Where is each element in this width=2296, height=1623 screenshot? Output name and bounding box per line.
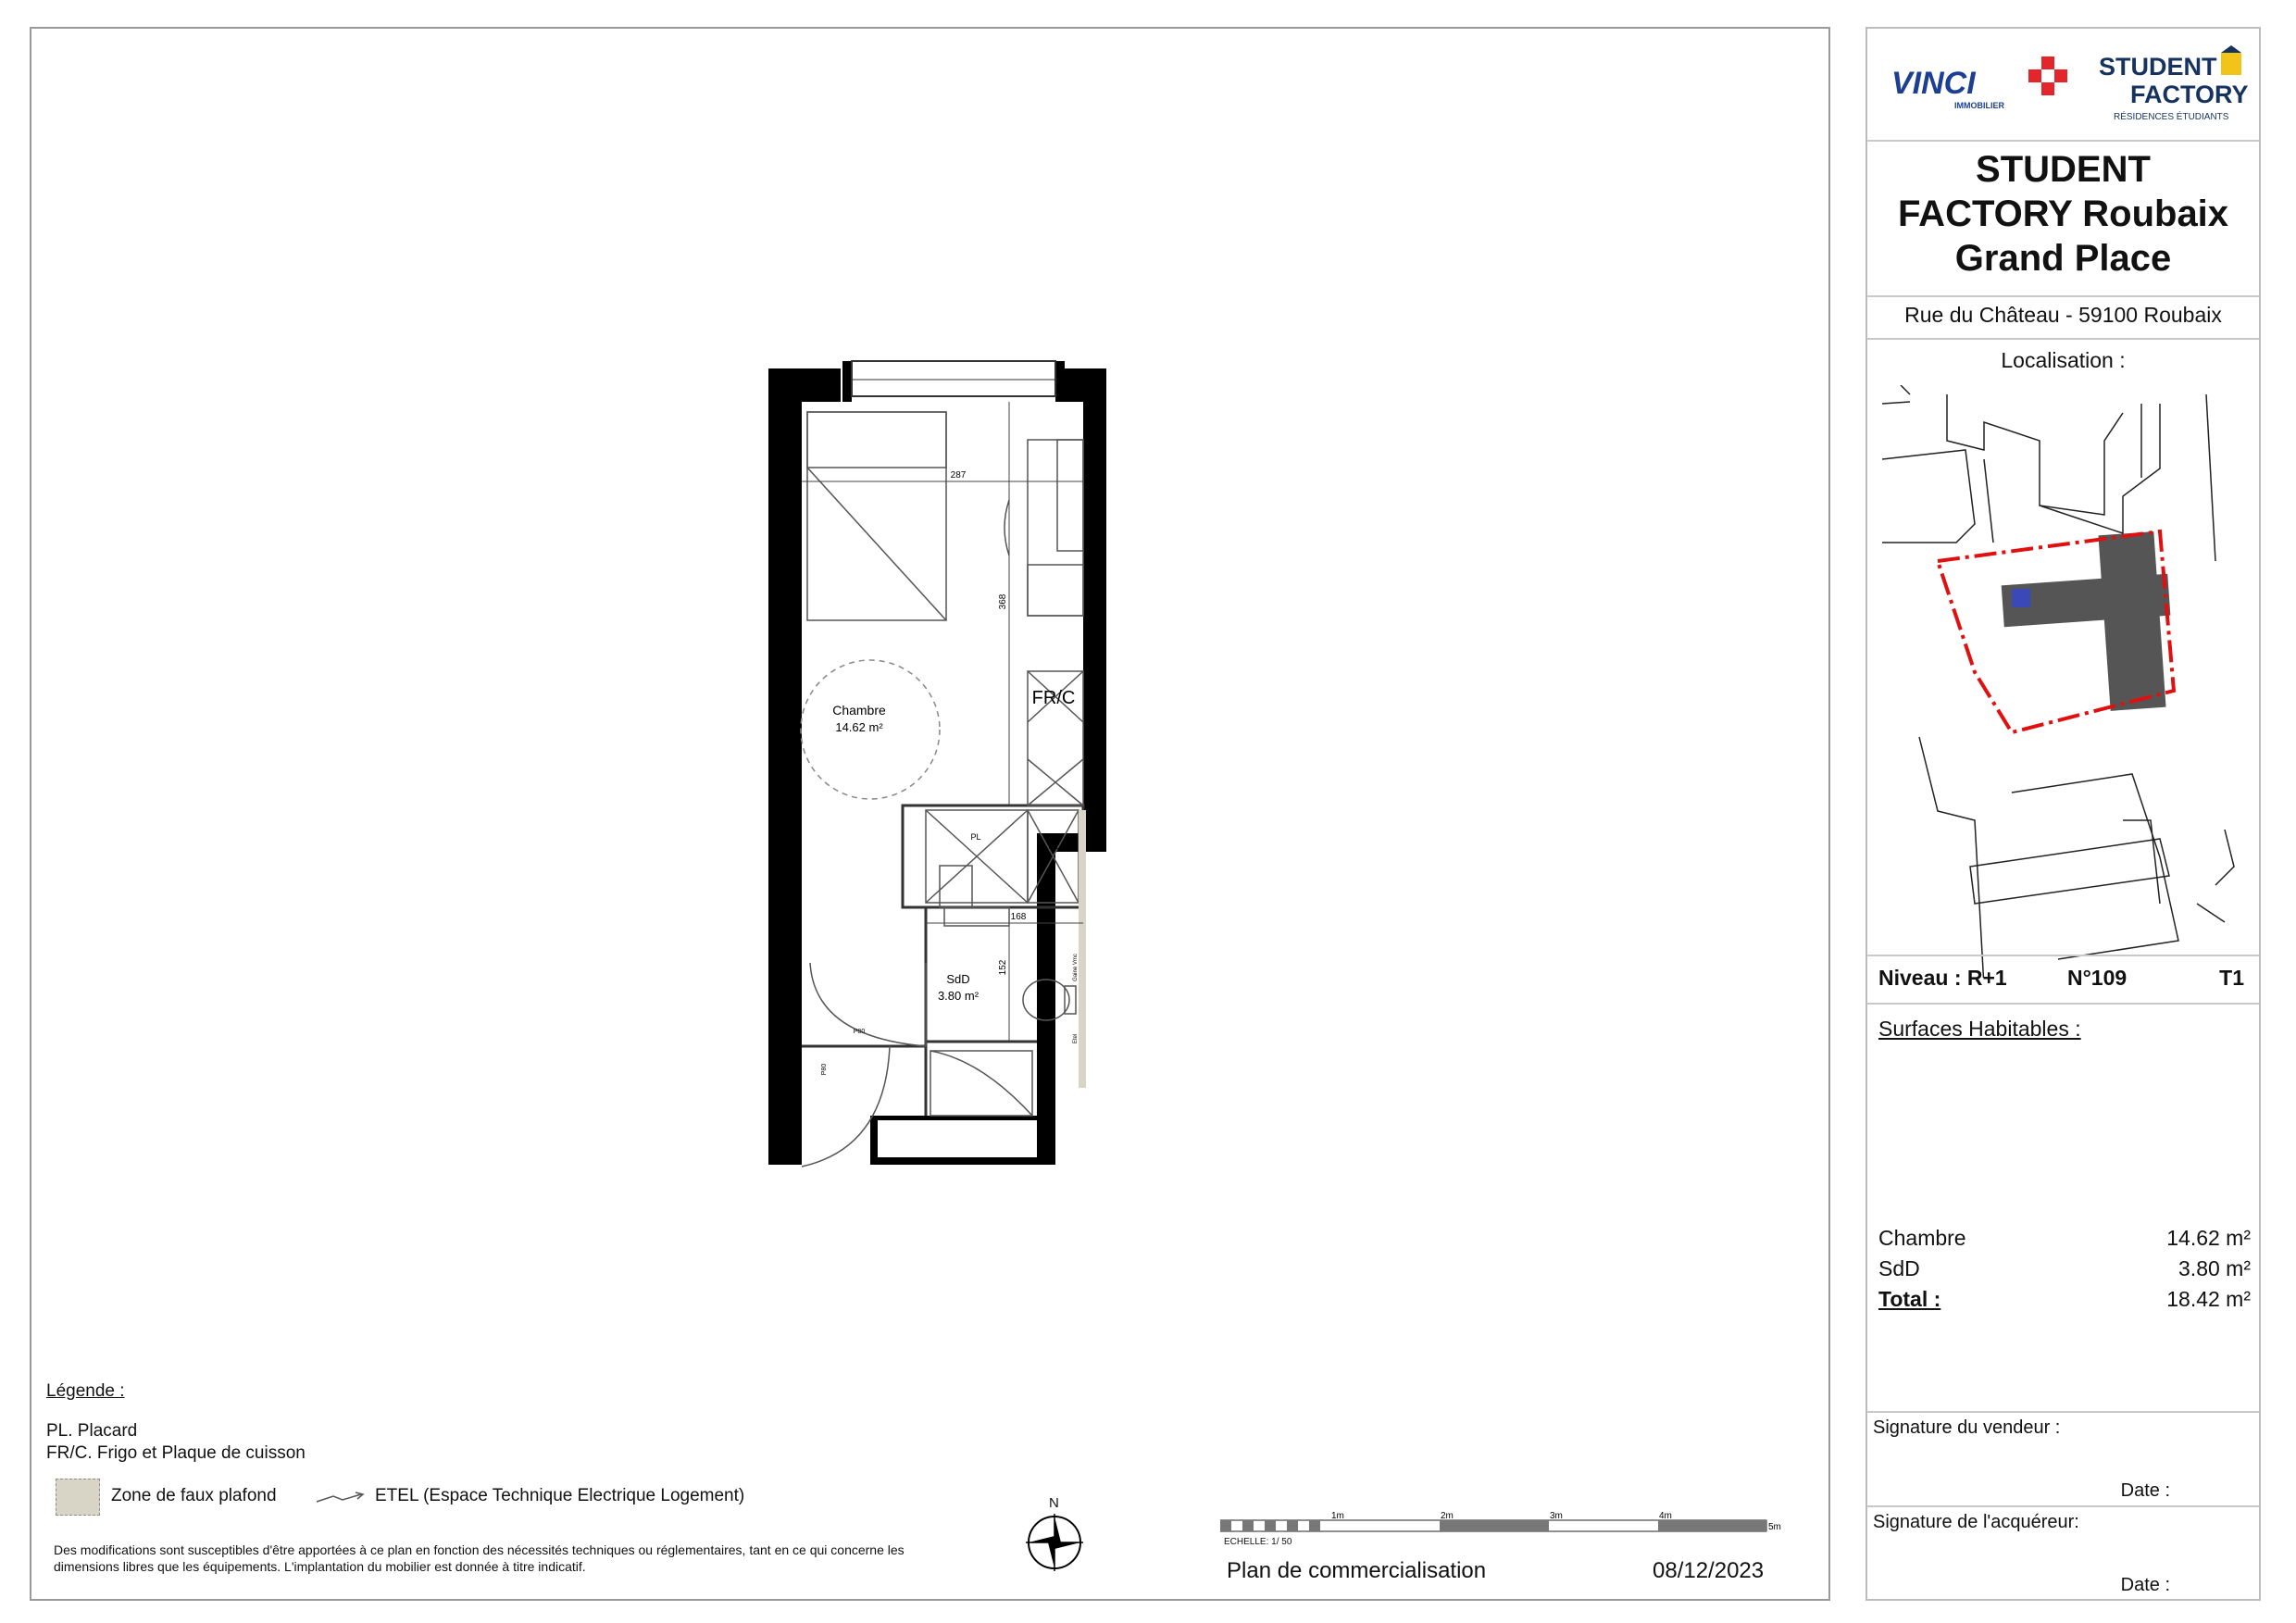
svg-text:FACTORY: FACTORY xyxy=(2130,81,2249,108)
svg-text:RÉSIDENCES ÉTUDIANTS: RÉSIDENCES ÉTUDIANTS xyxy=(2114,112,2229,122)
separator xyxy=(1867,1411,2259,1413)
plan-date: 08/12/2023 xyxy=(1653,1558,1765,1583)
separator xyxy=(1867,140,2259,142)
room-area-chambre: 14.62 m² xyxy=(835,720,883,734)
legend-zone: Zone de faux plafond xyxy=(111,1486,277,1505)
faux-plafond-zone xyxy=(1079,810,1086,1088)
signature-acquereur: Signature de l'acquéreur: xyxy=(1873,1512,2079,1532)
niveau-label: Niveau : R+1 xyxy=(1878,966,2007,990)
etel-label: Etel xyxy=(1073,1033,1079,1044)
area-value: 14.62 m² xyxy=(2166,1226,2251,1250)
unit-type: T1 xyxy=(2219,966,2244,990)
scale-ratio: ECHELLE: 1/ 50 xyxy=(1224,1537,1292,1547)
scale-bar xyxy=(1220,1509,1785,1537)
desk xyxy=(1004,440,1083,616)
etel-symbol-icon xyxy=(315,1491,370,1505)
placards xyxy=(926,810,1079,903)
dim-152: 152 xyxy=(998,959,1008,976)
svg-text:VINCI: VINCI xyxy=(1891,66,1976,101)
address: Rue du Château - 59100 Roubaix xyxy=(1904,303,2222,327)
separator xyxy=(1867,955,2259,956)
dim-287: 287 xyxy=(950,470,967,481)
building-footprint xyxy=(2002,531,2171,711)
date-vendeur: Date : xyxy=(2120,1480,2170,1501)
total-label: Total : xyxy=(1878,1287,1941,1311)
legend-pl: PL. Placard xyxy=(46,1421,138,1441)
room-area-sdd: 3.80 m² xyxy=(937,989,980,1003)
area-name: Chambre xyxy=(1878,1226,1966,1250)
separator xyxy=(1867,1003,2259,1005)
door-p80-b: P80 xyxy=(821,1063,828,1076)
room-label-chambre: Chambre xyxy=(832,703,886,718)
compass-icon xyxy=(1026,1514,1083,1571)
legend-etel: ETEL (Espace Technique Electrique Logement) xyxy=(375,1486,745,1505)
bed xyxy=(807,412,946,620)
scale-4m: 4m xyxy=(1659,1511,1672,1521)
area-row-total xyxy=(1878,1287,2251,1315)
project-title-line2: FACTORY Roubaix xyxy=(1897,194,2229,234)
floor-plan xyxy=(759,352,1148,1185)
area-row-chambre xyxy=(1878,1226,2251,1254)
legend-title: Légende : xyxy=(46,1381,125,1401)
window xyxy=(852,361,1055,396)
scale-3m: 3m xyxy=(1550,1511,1563,1521)
date-acquereur: Date : xyxy=(2120,1575,2170,1595)
location-map xyxy=(1882,385,2252,978)
area-name: SdD xyxy=(1878,1256,1920,1280)
disclaimer: Des modifications sont susceptibles d'être apportées à ce plan en fonction des nécessités techniques ou réglementaires, tant en ce qui concerne les dimensions libres que les équipements. L'implantation du mobilier est donnée à titre indicatif. xyxy=(54,1542,905,1574)
student-factory-logo xyxy=(2097,42,2251,134)
north-label: N xyxy=(1049,1495,1059,1511)
svg-text:IMMOBILIER: IMMOBILIER xyxy=(1954,101,2004,110)
area-row-sdd xyxy=(1878,1256,2251,1284)
faux-plafond-swatch xyxy=(56,1479,100,1516)
scale-2m: 2m xyxy=(1441,1511,1454,1521)
localisation-label: Localisation : xyxy=(2001,348,2126,372)
project-title-line3: Grand Place xyxy=(1954,238,2172,279)
area-value: 3.80 m² xyxy=(2178,1256,2251,1280)
frc-label: FR/C xyxy=(1031,688,1076,708)
separator xyxy=(1867,295,2259,297)
separator xyxy=(1867,338,2259,340)
project-title xyxy=(1867,147,2259,281)
dim-168: 168 xyxy=(1010,912,1027,922)
pl-label-1: PL xyxy=(970,832,981,842)
separator xyxy=(1867,1505,2259,1507)
legend-frc: FR/C. Frigo et Plaque de cuisson xyxy=(46,1443,306,1463)
room-label-sdd: SdD xyxy=(946,972,970,986)
plan-label: Plan de commercialisation xyxy=(1227,1558,1487,1583)
pl-label-2: PL xyxy=(1048,842,1059,851)
signature-vendeur: Signature du vendeur : xyxy=(1873,1417,2061,1438)
surfaces-title: Surfaces Habitables : xyxy=(1878,1017,2081,1041)
title-block xyxy=(1866,27,2261,1601)
vinci-immobilier-logo xyxy=(1890,49,2075,123)
gaine-vmc-label: Gaine Vmc xyxy=(1073,954,1079,981)
door-p80-a: P80 xyxy=(853,1029,866,1035)
svg-text:STUDENT: STUDENT xyxy=(2099,53,2217,81)
scale-5m: 5m xyxy=(1768,1522,1781,1532)
total-value: 18.42 m² xyxy=(2166,1287,2251,1311)
scale-1m: 1m xyxy=(1331,1511,1344,1521)
dim-368: 368 xyxy=(998,593,1008,610)
unit-number: N°109 xyxy=(2067,966,2128,990)
project-title-line1: STUDENT xyxy=(1976,149,2151,190)
